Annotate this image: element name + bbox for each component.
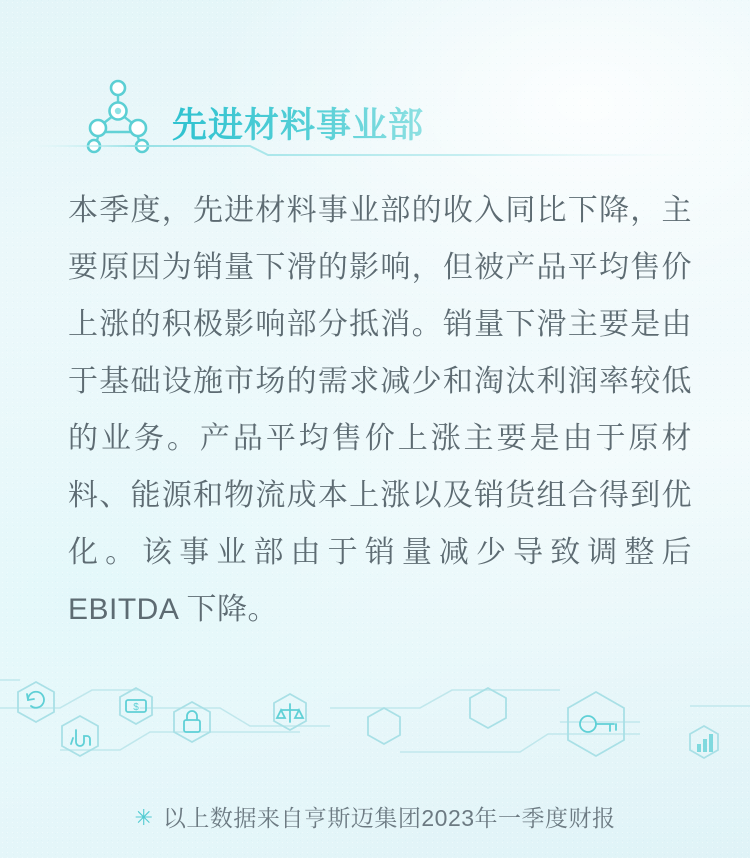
page-title: 先进材料事业部 — [172, 98, 424, 148]
header-divider — [0, 142, 750, 144]
footnote-text: 以上数据来自亨斯迈集团2023年一季度财报 — [162, 805, 616, 831]
body-paragraph: 本季度，先进材料事业部的收入同比下降，主要原因为销量下滑的影响，但被产品平均售价上涨的积极影响部分抵消。销量下滑主要是由于基础设施市场的需求减少和淘汰利润率较低的业务。产品平均售价上涨主要是由于原材料、能源和物流成本上涨以及销货组合得到优化。该事业部由于销量减少导致调整后 EBITDA 下降。 — [68, 194, 692, 626]
asterisk-icon: ✳ — [134, 805, 153, 830]
decorative-hex-band — [0, 660, 750, 790]
svg-text:$: $ — [133, 702, 139, 713]
footnote — [0, 800, 750, 833]
header — [0, 34, 750, 145]
